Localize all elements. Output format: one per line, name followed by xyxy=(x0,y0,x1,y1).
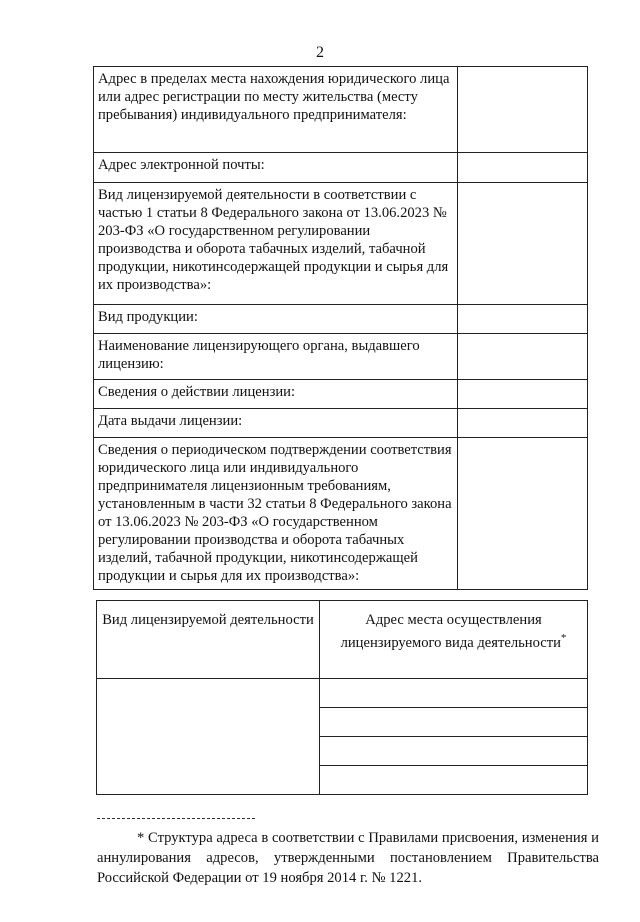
row-value-licensing-authority[interactable] xyxy=(458,334,588,380)
header-activity-type: Вид лицензируемой деятельности xyxy=(97,601,320,679)
footnote-marker: * xyxy=(560,632,567,644)
row-value-activity-type[interactable] xyxy=(458,183,588,305)
activity-address-table xyxy=(96,600,588,795)
table-row xyxy=(94,305,588,334)
table-row xyxy=(94,409,588,438)
row-label-email: Адрес электронной почты: xyxy=(94,153,458,183)
cell-address-4[interactable] xyxy=(320,766,588,795)
row-value-license-status[interactable] xyxy=(458,380,588,409)
table-header-row xyxy=(97,601,588,679)
footnote-divider xyxy=(97,818,255,819)
cell-address-3[interactable] xyxy=(320,737,588,766)
row-value-address[interactable] xyxy=(458,67,588,153)
table-row xyxy=(97,679,588,708)
row-label-address: Адрес в пределах места нахождения юридического лица или адрес регистрации по месту жительства (месту пребывания) индивидуального предпринимателя: xyxy=(94,67,458,153)
table-row xyxy=(94,334,588,380)
row-label-activity-type: Вид лицензируемой деятельности в соответствии с частью 1 статьи 8 Федерального закона от 13.06.2023 № 203-ФЗ «О государственном регулировании производства и оборота табачных изделий, табачной продукции, никотинсодержащей продукции и сырья для их производства»: xyxy=(94,183,458,305)
table-row xyxy=(94,380,588,409)
row-value-email[interactable] xyxy=(458,153,588,183)
row-label-periodic-confirmation: Сведения о периодическом подтверждении соответствия юридического лица или индивидуального предпринимателя лицензионным требованиям, установленным в части 32 статьи 8 Федерального закона от 13.06.2023 № 203-ФЗ «О государственном регулировании производства и оборота табачных изделий, табачной продукции, никотинсодержащей продукции и сырья для их производства»: xyxy=(94,438,458,590)
table-row xyxy=(94,153,588,183)
cell-address-2[interactable] xyxy=(320,708,588,737)
table-row xyxy=(94,183,588,305)
cell-address-1[interactable] xyxy=(320,679,588,708)
applicant-info-table xyxy=(93,66,588,590)
row-value-issue-date[interactable] xyxy=(458,409,588,438)
row-value-product-type[interactable] xyxy=(458,305,588,334)
row-label-license-status: Сведения о действии лицензии: xyxy=(94,380,458,409)
row-label-issue-date: Дата выдачи лицензии: xyxy=(94,409,458,438)
header-activity-address: Адрес места осуществления лицензируемого вида деятельности* xyxy=(320,601,588,679)
row-label-licensing-authority: Наименование лицензирующего органа, выдавшего лицензию: xyxy=(94,334,458,380)
table-row xyxy=(94,438,588,590)
row-label-product-type: Вид продукции: xyxy=(94,305,458,334)
footnote-text: * Структура адреса в соответствии с Правилами присвоения, изменения и аннулирования адресов, утвержденными постановлением Правительства Российской Федерации от 19 ноября 2014 г. № 1221. xyxy=(97,830,599,886)
cell-activity-type[interactable] xyxy=(97,679,320,795)
page-number: 2 xyxy=(316,44,324,61)
table-row xyxy=(94,67,588,153)
row-value-periodic-confirmation[interactable] xyxy=(458,438,588,590)
